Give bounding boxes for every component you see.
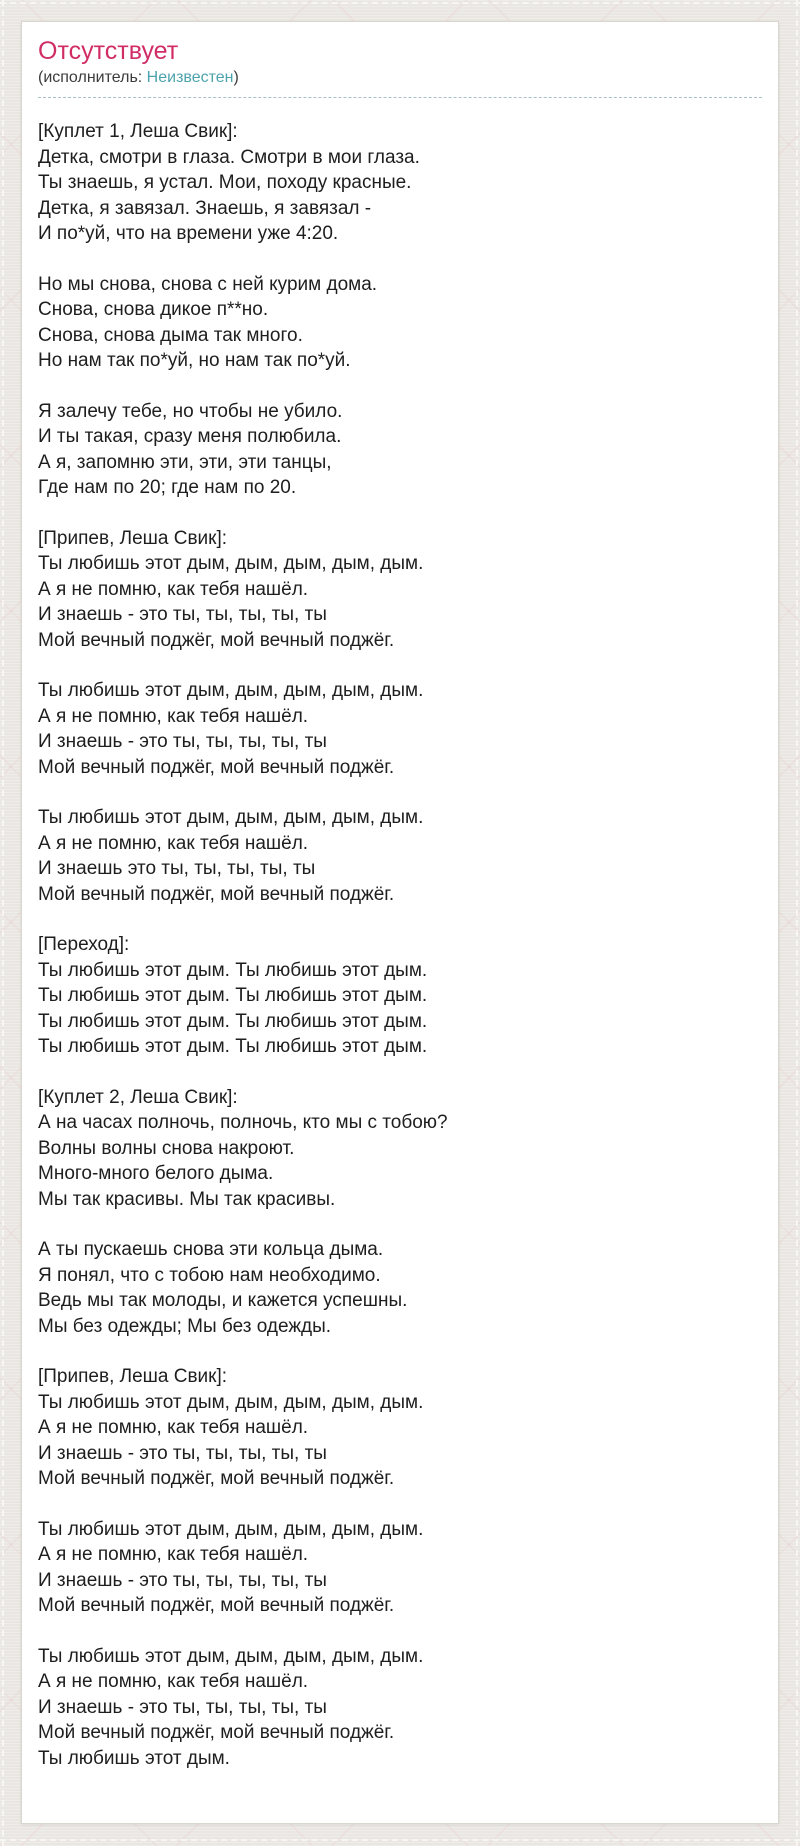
lyric-line: Где нам по 20; где нам по 20. xyxy=(38,477,297,498)
artist-link[interactable]: Неизвестен xyxy=(146,69,234,86)
page-bottom-stitch-decoration xyxy=(0,1839,800,1841)
lyric-line: Я залечу тебе, но чтобы не убило. xyxy=(38,400,343,422)
lyric-line: А я не помню, как тебя нашёл. xyxy=(38,1671,309,1692)
song-title: Отсутствует xyxy=(38,37,179,65)
lyric-line: И знаешь - это ты, ты, ты, ты, ты xyxy=(38,731,327,752)
lyric-line: Мы так красивы. Мы так красивы. xyxy=(38,1188,336,1210)
lyric-line: Ты любишь этот дым, дым, дым, дым, дым. xyxy=(38,1391,424,1413)
lyric-line: Ты знаешь, я устал. Мои, походу красные. xyxy=(38,172,412,193)
lyric-line: И знаешь - это ты, ты, ты, ты, ты xyxy=(38,1696,327,1718)
lyric-line: И по*уй, что на времени уже 4:20. xyxy=(38,223,339,244)
lyrics-stanza xyxy=(38,932,762,1060)
lyric-line: Ты любишь этот дым. Ты любишь этот дым. xyxy=(38,959,428,981)
lyric-line: [Припев, Леша Свик]: xyxy=(38,527,228,549)
lyric-line: Но нам так по*уй, но нам так по*уй. xyxy=(38,350,351,371)
lyric-line: Ты любишь этот дым. Ты любишь этот дым. xyxy=(38,985,428,1006)
lyric-line: Ты любишь этот дым, дым, дым, дым, дым. xyxy=(38,807,424,828)
lyric-line: [Припев, Леша Свик]: xyxy=(38,1366,228,1387)
lyric-line: Мой вечный поджёг, мой вечный поджёг. xyxy=(38,756,395,778)
lyrics-stanza xyxy=(38,805,762,907)
lyric-line: Ты любишь этот дым, дым, дым, дым, дым. xyxy=(38,680,424,701)
lyrics-text xyxy=(38,98,762,1771)
lyric-line: Ты любишь этот дым, дым, дым, дым, дым. xyxy=(38,553,424,574)
lyric-line: Ты любишь этот дым. Ты любишь этот дым. xyxy=(38,1010,428,1032)
lyric-line: Мой вечный поджёг, мой вечный поджёг. xyxy=(38,1722,395,1743)
lyrics-stanza xyxy=(38,119,762,247)
lyric-line: А я не помню, как тебя нашёл. xyxy=(38,1544,309,1565)
lyric-line: Ты любишь этот дым. Ты любишь этот дым. xyxy=(38,1036,428,1057)
lyric-line: Волны волны снова накроют. xyxy=(38,1137,295,1159)
lyric-line: А я не помню, как тебя нашёл. xyxy=(38,832,309,854)
lyric-line: А я не помню, как тебя нашёл. xyxy=(38,1417,309,1438)
lyrics-card xyxy=(21,21,779,1824)
lyric-line: А я не помню, как тебя нашёл. xyxy=(38,705,309,727)
lyric-line: И знаешь - это ты, ты, ты, ты, ты xyxy=(38,1569,327,1591)
lyric-line: И знаешь это ты, ты, ты, ты, ты xyxy=(38,858,316,879)
lyric-line: Детка, смотри в глаза. Смотри в мои глаза. xyxy=(38,146,420,168)
lyric-line: А я, запомню эти, эти, эти танцы, xyxy=(38,451,332,473)
lyric-line: И ты такая, сразу меня полюбила. xyxy=(38,426,342,447)
lyric-line: А на часах полночь, полночь, кто мы с тобою? xyxy=(38,1112,448,1133)
lyric-line: И знаешь - это ты, ты, ты, ты, ты xyxy=(38,604,327,625)
lyric-line: Детка, я завязал. Знаешь, я завязал - xyxy=(38,197,372,219)
lyrics-stanza xyxy=(38,1364,762,1492)
lyric-line: Ты любишь этот дым. xyxy=(38,1747,230,1769)
lyric-line: Ты любишь этот дым, дым, дым, дым, дым. xyxy=(38,1645,424,1667)
lyric-line: [Переход]: xyxy=(38,934,130,955)
lyric-line: Снова, снова дыма так много. xyxy=(38,324,303,346)
lyric-line: А я не помню, как тебя нашёл. xyxy=(38,578,309,600)
page-top-stitch-decoration xyxy=(0,2,800,4)
lyrics-stanza xyxy=(38,1644,762,1772)
lyric-line: Снова, снова дикое п**но. xyxy=(38,299,269,320)
artist-label-prefix: (исполнитель: xyxy=(38,69,147,86)
lyric-line: И знаешь - это ты, ты, ты, ты, ты xyxy=(38,1442,327,1464)
lyric-line: Мой вечный поджёг, мой вечный поджёг. xyxy=(38,883,395,905)
lyric-line: Я понял, что с тобою нам необходимо. xyxy=(38,1264,381,1286)
lyric-line: Мы без одежды; Мы без одежды. xyxy=(38,1315,332,1337)
lyrics-stanza xyxy=(38,399,762,501)
lyric-line: Мой вечный поджёг, мой вечный поджёг. xyxy=(38,629,395,651)
lyric-line: Много-много белого дыма. xyxy=(38,1163,274,1184)
lyrics-stanza xyxy=(38,1237,762,1339)
page-left-stitch-decoration xyxy=(2,0,4,1846)
lyric-line: Но мы снова, снова с ней курим дома. xyxy=(38,273,378,295)
page-right-stitch-decoration xyxy=(796,0,798,1846)
lyrics-stanza xyxy=(38,272,762,374)
lyrics-stanza xyxy=(38,678,762,780)
lyric-line: Мой вечный поджёг, мой вечный поджёг. xyxy=(38,1595,395,1616)
lyric-line: Ты любишь этот дым, дым, дым, дым, дым. xyxy=(38,1518,424,1540)
lyrics-stanza xyxy=(38,1517,762,1619)
lyric-line: [Куплет 2, Леша Свик]: xyxy=(38,1086,238,1108)
lyrics-stanza xyxy=(38,526,762,654)
lyrics-stanza xyxy=(38,1085,762,1213)
artist-label-suffix: ) xyxy=(233,69,239,86)
lyric-line: [Куплет 1, Леша Свик]: xyxy=(38,121,238,142)
artist-line xyxy=(38,66,762,98)
lyric-line: Ведь мы так молоды, и кажется успешны. xyxy=(38,1290,408,1311)
lyric-line: Мой вечный поджёг, мой вечный поджёг. xyxy=(38,1468,395,1489)
lyric-line: А ты пускаешь снова эти кольца дыма. xyxy=(38,1239,384,1260)
